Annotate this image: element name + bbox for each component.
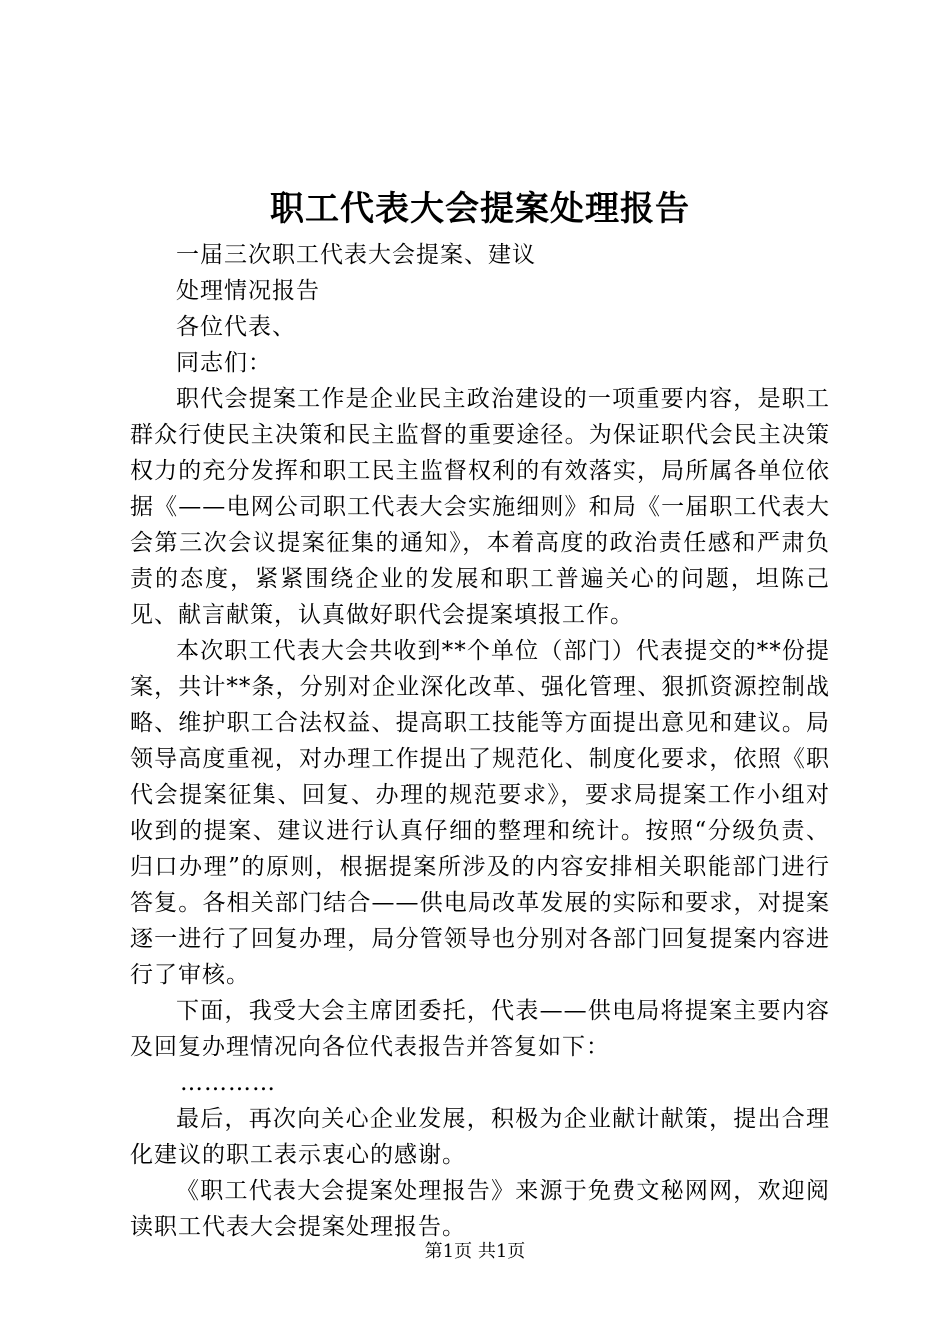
ellipsis-line: ………… (180, 1070, 276, 1096)
paragraph-closing-2: 《职工代表大会提案处理报告》来源于免费文秘网网，欢迎阅读职工代表大会提案处理报告。 (130, 1178, 830, 1240)
paragraph-closing-1: 最后，再次向关心企业发展，积极为企业献计献策，提出合理化建议的职工表示衷心的感谢。 (130, 1106, 830, 1168)
document-title: 职工代表大会提案处理报告 (270, 189, 690, 229)
document-body (130, 183, 830, 1245)
paragraph-body-2: 本次职工代表大会共收到**个单位（部门）代表提交的**份提案，共计**条，分别对企业深化改革、强化管理、狠抓资源控制战略、维护职工合法权益、提高职工技能等方面提出意见和建议。局领导高度重视，对办理工作提出了规范化、制度化要求，依照《职代会提案征集、回复、办理的规范要求》，要求局提案工作小组对收到的提案、建议进行认真仔细的整理和统计。按照“分级负责、归口办理”的原则，根据提案所涉及的内容安排相关职能部门进行答复。各相关部门结合——供电局改革发展的实际和要求，对提案逐一进行了回复办理，局分管领导也分别对各部门回复提案内容进行了审核。 (130, 638, 830, 988)
paragraph-body-3: 下面，我受大会主席团委托，代表——供电局将提案主要内容及回复办理情况向各位代表报告并答复如下： (130, 998, 830, 1060)
paragraph-heading-1: 一届三次职工代表大会提案、建议 (176, 242, 536, 268)
paragraph-body-1: 职代会提案工作是企业民主政治建设的一项重要内容，是职工群众行使民主决策和民主监督的重要途径。为保证职代会民主决策权力的充分发挥和职工民主监督权利的有效落实，局所属各单位依据《——电网公司职工代表大会实施细则》和局《一届职工代表大会第三次会议提案征集的通知》，本着高度的政治责任感和严肃负责的态度，紧紧围绕企业的发展和职工普遍关心的问题，坦陈己见、献言献策，认真做好职代会提案填报工作。 (130, 386, 830, 628)
paragraph-heading-2: 处理情况报告 (176, 278, 320, 304)
paragraph-salutation-1: 各位代表、 (176, 314, 296, 340)
paragraph-salutation-2: 同志们： (176, 350, 272, 376)
page-footer: 第1页 共1页 (424, 1241, 526, 1262)
